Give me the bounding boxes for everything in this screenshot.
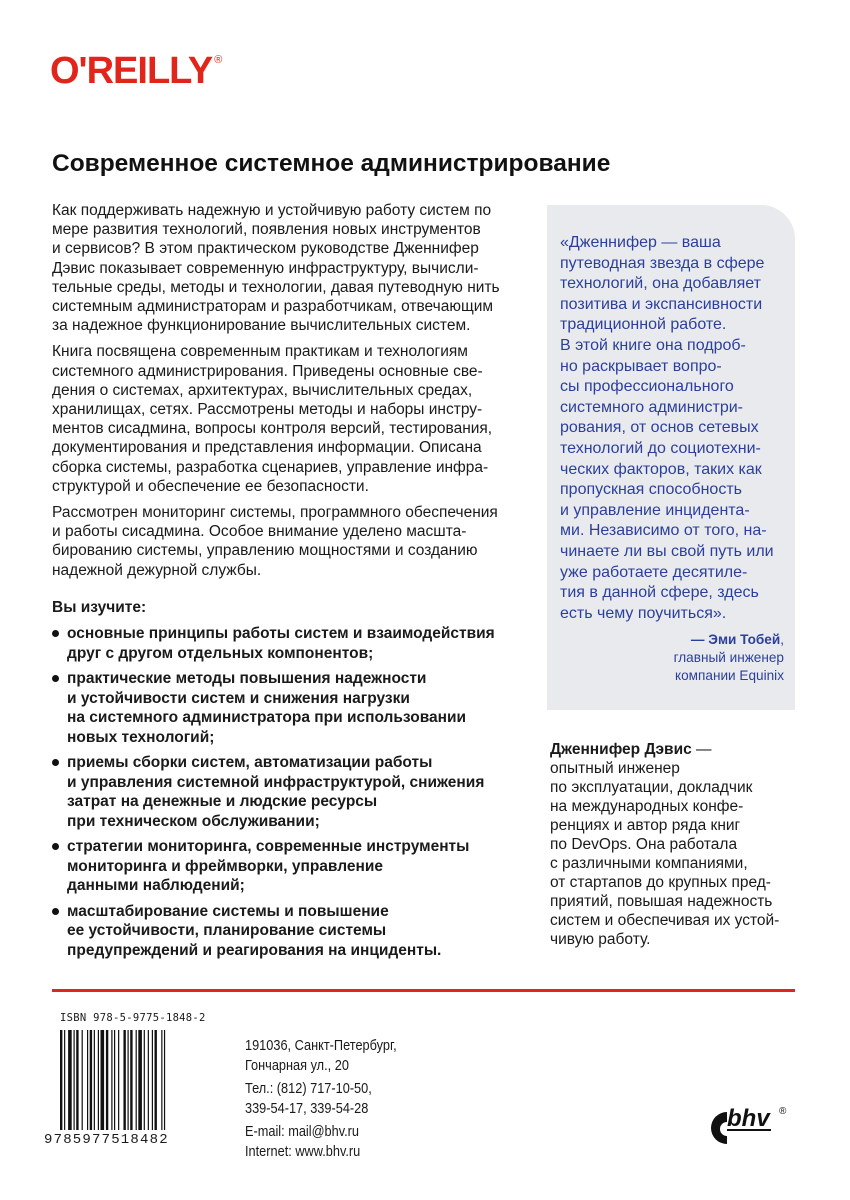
publisher-address (245, 1036, 397, 1165)
barcode-bar (155, 1030, 157, 1130)
barcode-bar (164, 1030, 165, 1130)
isbn: ISBN 978-5-9775-1848-2 (60, 1012, 206, 1024)
barcode-bar (60, 1030, 62, 1130)
bhv-logo (705, 1100, 795, 1150)
quote-text: «Дженнифер — ваша путеводная звезда в сфере технологий, она добавляет позитива и экспансивности традиционной работе. В этой книге она подроб- но раскрывает вопро- сы профессионального системного администри- рования, от основ сетевых технологий до социотехни- ческих факторов, таких как пропускная способность и управление инцидента- ми. Независимо от того, на- чинаете ли вы свой путь или уже работаете десятиле- тия в данной сфере, здесь есть чему поучиться». (560, 234, 774, 622)
author-bio (550, 740, 800, 949)
svg-text:®: ® (779, 1106, 787, 1117)
learn-item: практические методы повышения надежности и устойчивости систем и снижения нагрузки на системного администратора при использовании новых технологий; (52, 669, 542, 747)
postal-address: 191036, Санкт-Петербург, Гончарная ул., 20 (245, 1037, 397, 1074)
phone-numbers: Тел.: (812) 717-10-50, 339-54-17, 339-54-28 (245, 1080, 372, 1117)
barcode-digits: 9785977518482 (44, 1132, 169, 1148)
barcode-bar (90, 1030, 92, 1130)
barcode-bar (101, 1030, 105, 1130)
barcode-bar (94, 1030, 95, 1130)
learn-item: стратегии мониторинга, современные инструменты мониторинга и фреймворки, управление данными наблюдений; (52, 837, 542, 896)
book-title: Современное системное администрирование (52, 150, 611, 177)
barcode (60, 1030, 200, 1130)
author-name: Дженнифер Дэвис (550, 741, 692, 758)
learn-item: основные принципы работы систем и взаимодействия друг с другом отдельных компонентов; (52, 624, 542, 663)
barcode-bar (130, 1030, 132, 1130)
barcode-bar (68, 1030, 72, 1130)
barcode-bar (87, 1030, 88, 1130)
book-description (52, 201, 542, 587)
barcode-bar (118, 1030, 119, 1130)
learn-heading: Вы изучите: (52, 599, 147, 616)
description-paragraph: Книга посвящена современным практикам и технологиям системного администрирования. Приведены основные све- дения о системах, архитектурах, вычислительных средах, хранилищах, сетях. Рассмотрены методы и наборы инстру- ментов сисадмина, вопросы контроля версий, тестирования, документирования и представления информации. Описана сборка системы, разработка сценариев, управление инфра- структурой и обеспечение ее безопасности. (52, 343, 493, 495)
barcode-bar (148, 1030, 149, 1130)
barcode-bar (161, 1030, 162, 1130)
barcode-bar (64, 1030, 65, 1130)
description-paragraph: Рассмотрен мониторинг системы, программного обеспечения и работы сисадмина. Особое внимание уделено масшта- бированию системы, управлению мощностями и созданию надежной дежурной службы. (52, 504, 498, 579)
barcode-bar (106, 1030, 108, 1130)
quote-author-role: , главный инженер компании Equinix (673, 632, 784, 683)
barcode-bar (136, 1030, 137, 1130)
quote-attribution (674, 631, 784, 685)
quote-author: — Эми Тобей (690, 632, 781, 647)
oreilly-logo-text: O'REILLY (50, 50, 213, 92)
description-paragraph: Как поддерживать надежную и устойчивую работу систем по мере развития технологий, появления новых инструментов и сервисов? В этом практическом руководстве Дженнифер Дэвис показывает современную инфраструктуру, вычисли- тельные среды, методы и технологии, давая путеводную нить системным администраторам и разработчикам, отвечающим за надежное функционирование вычислительных систем. (52, 202, 500, 335)
barcode-bar (144, 1030, 145, 1130)
barcode-bar (74, 1030, 75, 1130)
barcode-bar (138, 1030, 142, 1130)
barcode-bar (82, 1030, 83, 1130)
learn-item: приемы сборки систем, автоматизации работы и управления системной инфраструктурой, снижения затрат на денежные и людские ресурсы при техническом обслуживании; (52, 753, 542, 831)
barcode-bar (111, 1030, 112, 1130)
barcode-bar (98, 1030, 99, 1130)
learn-list (52, 624, 542, 966)
barcode-bar (123, 1030, 125, 1130)
contact-web: E-mail: mail@bhv.ru Internet: www.bhv.ru (245, 1123, 361, 1160)
barcode-bar (152, 1030, 153, 1130)
author-bio-text: — опытный инженер по эксплуатации, докладчик на международных конфе- ренциях и автор ряда книг по DevOps. Она работала с различными компаниями, от стартапов до крупных пред- приятий, повышая надежность систем и обеспечивая их устой- чивую работу. (550, 741, 780, 948)
barcode-bar (114, 1030, 115, 1130)
learn-item: масштабирование системы и повышение ее устойчивости, планирование системы предупреждений и реагирования на инциденты. (52, 902, 542, 961)
barcode-bar (128, 1030, 129, 1130)
divider-rule (52, 989, 795, 992)
barcode-bar (76, 1030, 78, 1130)
oreilly-logo: O'REILLY ® (50, 50, 222, 92)
bhv-logo-text: bhv (727, 1105, 770, 1132)
